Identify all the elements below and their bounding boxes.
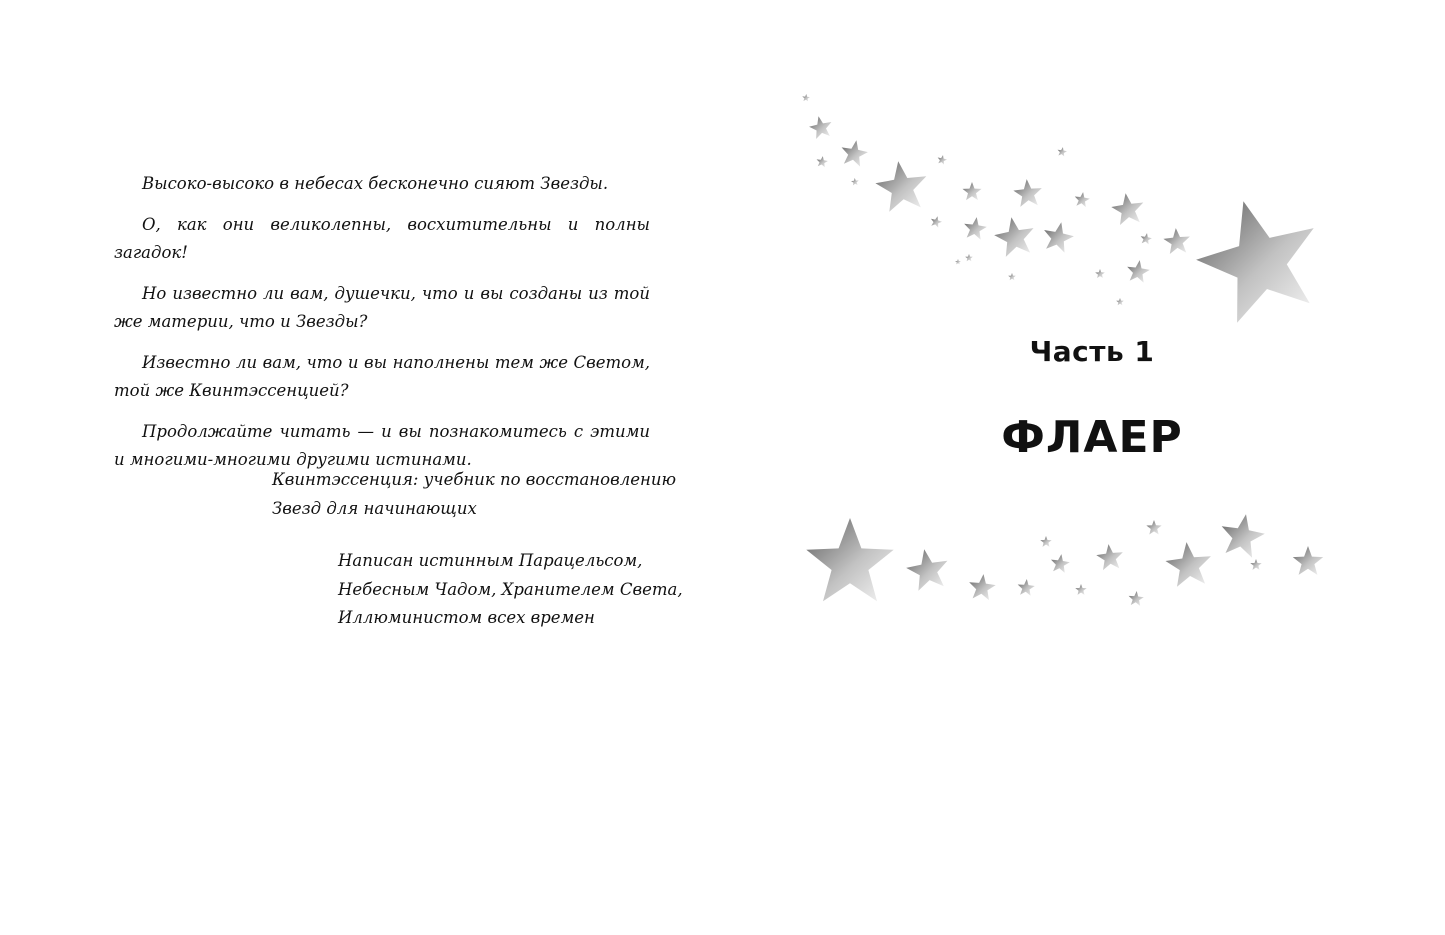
star-icon [1044, 222, 1074, 252]
paragraph-1: Высоко-высоко в небесах бесконечно сияют Звезды. [142, 174, 609, 193]
paragraph-2: О, как они великолепны, восхитительны и полны загадок! [114, 214, 650, 262]
star-icon [1116, 298, 1124, 305]
star-icon [1129, 591, 1144, 606]
star-icon [1141, 233, 1152, 244]
star-icon [1111, 193, 1143, 225]
star-icon [1051, 554, 1070, 573]
star-icon [969, 574, 996, 600]
star-icon [1058, 147, 1067, 156]
star-icon [802, 94, 810, 101]
star-icon [1040, 536, 1051, 547]
star-icon [955, 259, 961, 264]
author-line-1: Написан истинным Парацельсом, [338, 551, 643, 570]
citation-line-1: Квинтэссенция: учебник по восстановлению [272, 470, 677, 489]
part-number-heading: Часть 1 [1029, 335, 1155, 368]
star-icon [1096, 544, 1123, 570]
star-icon [1095, 269, 1105, 278]
star-icon [1250, 559, 1261, 570]
star-icon [1222, 514, 1265, 557]
star-icon [1075, 192, 1090, 207]
star-icon [994, 217, 1033, 257]
left-page [0, 0, 722, 935]
star-icon [1013, 179, 1041, 207]
star-icon [1018, 579, 1035, 596]
star-icon [965, 254, 973, 261]
author-attribution [338, 547, 683, 633]
star-icon [1127, 260, 1150, 283]
star-icon [963, 182, 982, 200]
part-title-heading: ФЛАЕР [1001, 412, 1183, 463]
star-icon [931, 216, 942, 227]
star-icon [1163, 228, 1190, 254]
citation-line-2: Звезд для начинающих [272, 498, 477, 518]
paragraph-4: Известно ли вам, что и вы наполнены тем же Светом, той же Квинтэссенцией? [114, 352, 650, 400]
star-icon [809, 116, 831, 139]
star-icon [817, 156, 828, 167]
star-icon [906, 549, 947, 591]
star-icon [938, 155, 947, 165]
star-icon [851, 178, 859, 185]
star-decoration [722, 0, 1445, 935]
star-icon [964, 217, 987, 240]
paragraph-3: Но известно ли вам, душечки, что и вы созданы из той же материи, что и Звезды? [114, 283, 650, 331]
star-icon [1293, 546, 1323, 575]
star-icon [806, 518, 893, 601]
star-icon [1008, 273, 1016, 280]
book-title-citation [272, 466, 677, 523]
star-icon [1196, 201, 1314, 323]
star-icon [842, 140, 868, 166]
author-line-3: Иллюминистом всех времен [338, 608, 595, 627]
star-icon [875, 161, 926, 212]
right-page [722, 0, 1445, 935]
star-icon [1166, 542, 1211, 587]
intro-text [114, 170, 650, 487]
star-icon [1146, 520, 1161, 535]
star-icon [1075, 584, 1086, 595]
author-line-2: Небесным Чадом, Хранителем Света, [338, 579, 683, 599]
paragraph-5: Продолжайте читать — и вы познакомитесь с этими и многими-многими другими истинами. [114, 421, 650, 469]
star-cluster-top [802, 94, 1313, 323]
star-cluster-bottom [806, 514, 1323, 606]
